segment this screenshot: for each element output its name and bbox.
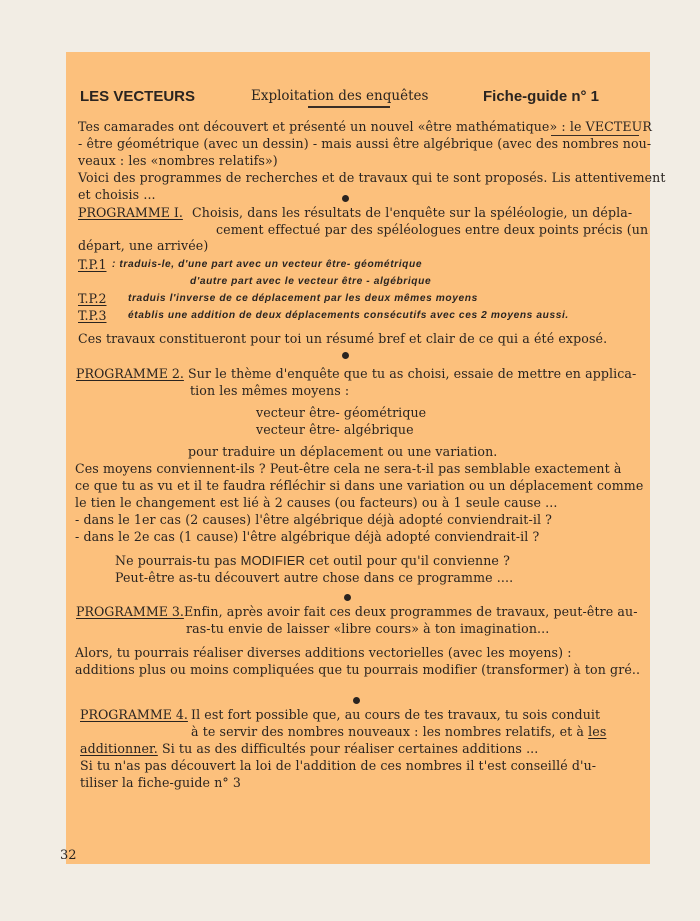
programme-2-line-1: Sur le thème d'enquête que tu as choisi, essaie de mettre en applica- bbox=[188, 366, 637, 381]
intro-line-1: Tes camarades ont découvert et présenté un nouvel «être mathématique» : le VECTEUR bbox=[78, 119, 652, 134]
bullet-dot bbox=[353, 697, 360, 704]
tp2-line: traduis l'inverse de ce déplacement par les deux mêmes moyens bbox=[128, 293, 478, 304]
intro-line-2: - être géométrique (avec un dessin) - mais aussi être algébrique (avec des nombres nou- bbox=[78, 136, 652, 151]
programme-1-label: PROGRAMME I. bbox=[78, 205, 183, 220]
bullet-dot bbox=[342, 352, 349, 359]
tp2-label: T.P.2 bbox=[78, 291, 107, 306]
page-number: 32 bbox=[60, 848, 77, 863]
bullet-dot bbox=[344, 594, 351, 601]
programme-2-para-2: ce que tu as vu et il te faudra réfléchir si dans une variation ou un déplacement comme bbox=[75, 478, 644, 493]
programme-2-line-2: tion les mêmes moyens : bbox=[190, 383, 350, 398]
page-subtitle: Exploitation des enquêtes bbox=[251, 88, 429, 104]
programme-2-question-1: Ne pourrais-tu pas MODIFIER cet outil pour qu'il convienne ? bbox=[115, 553, 510, 568]
programme-3-para-1: Alors, tu pourrais réaliser diverses additions vectorielles (avec les moyens) : bbox=[75, 645, 572, 660]
vector-geometric: vecteur être- géométrique bbox=[256, 405, 427, 420]
programme-1-summary: Ces travaux constitueront pour toi un résumé bref et clair de ce qui a été exposé. bbox=[78, 331, 608, 346]
programme-1-line-1: Choisis, dans les résultats de l'enquête sur la spéléologie, un dépla- bbox=[192, 205, 633, 220]
guide-number: Fiche-guide n° 1 bbox=[483, 88, 600, 105]
tp1-line-2: d'autre part avec le vecteur être - algébrique bbox=[190, 276, 432, 287]
programme-2-para-5: - dans le 2e cas (1 cause) l'être algébrique déjà adopté conviendrait-il ? bbox=[75, 529, 540, 544]
programme-2-para-4: - dans le 1er cas (2 causes) l'être algébrique déjà adopté conviendrait-il ? bbox=[75, 512, 553, 527]
programme-3-line-1: Enfin, après avoir fait ces deux programmes de travaux, peut-être au- bbox=[184, 604, 638, 619]
intro-line-4: Voici des programmes de recherches et de travaux qui te sont proposés. Lis attentivement bbox=[78, 170, 666, 185]
programme-1-line-3: départ, une arrivée) bbox=[78, 238, 209, 253]
tp3-line: établis une addition de deux déplacements consécutifs avec ces 2 moyens aussi. bbox=[128, 310, 569, 321]
programme-4-line-3: additionner. Si tu as des difficultés pour réaliser certaines additions ... bbox=[80, 741, 539, 756]
programme-2-para-1: Ces moyens conviennent-ils ? Peut-être cela ne sera-t-il pas semblable exactement à bbox=[75, 461, 622, 476]
page-title: LES VECTEURS bbox=[80, 88, 196, 105]
intro-line-5: et choisis ... bbox=[78, 187, 156, 202]
programme-1-line-2: cement effectué par des spéléologues entre deux points précis (un bbox=[216, 222, 649, 237]
vector-algebraic: vecteur être- algébrique bbox=[256, 422, 414, 437]
programme-2-question-2: Peut-être as-tu découvert autre chose dans ce programme .... bbox=[115, 570, 514, 585]
bullet-dot bbox=[342, 195, 349, 202]
programme-3-para-2: additions plus ou moins compliquées que tu pourrais modifier (transformer) à ton gré.. bbox=[75, 662, 641, 677]
programme-4-line-2: à te servir des nombres nouveaux : les nombres relatifs, et à les bbox=[191, 724, 607, 739]
programme-3-label: PROGRAMME 3. bbox=[76, 604, 184, 619]
tp1-label: T.P.1 bbox=[78, 257, 107, 272]
tp3-label: T.P.3 bbox=[78, 308, 107, 323]
programme-2-label: PROGRAMME 2. bbox=[76, 366, 184, 381]
programme-2-line-3: pour traduire un déplacement ou une variation. bbox=[188, 444, 498, 459]
subtitle-underline bbox=[308, 106, 390, 108]
programme-4-line-1: Il est fort possible que, au cours de tes travaux, tu sois conduit bbox=[191, 707, 601, 722]
programme-4-line-4: Si tu n'as pas découvert la loi de l'addition de ces nombres il t'est conseillé d'u- bbox=[80, 758, 597, 773]
programme-3-line-2: ras-tu envie de laisser «libre cours» à ton imagination... bbox=[186, 621, 550, 636]
intro-line-3: veaux : les «nombres relatifs») bbox=[78, 153, 278, 168]
tp1-line-1: : traduis-le, d'une part avec un vecteur être- géométrique bbox=[112, 259, 423, 270]
programme-2-para-3: le tien le changement est lié à 2 causes (ou facteurs) ou à 1 seule cause ... bbox=[75, 495, 558, 510]
programme-4-label: PROGRAMME 4. bbox=[80, 707, 188, 722]
programme-4-line-5: tiliser la fiche-guide n° 3 bbox=[80, 775, 242, 790]
